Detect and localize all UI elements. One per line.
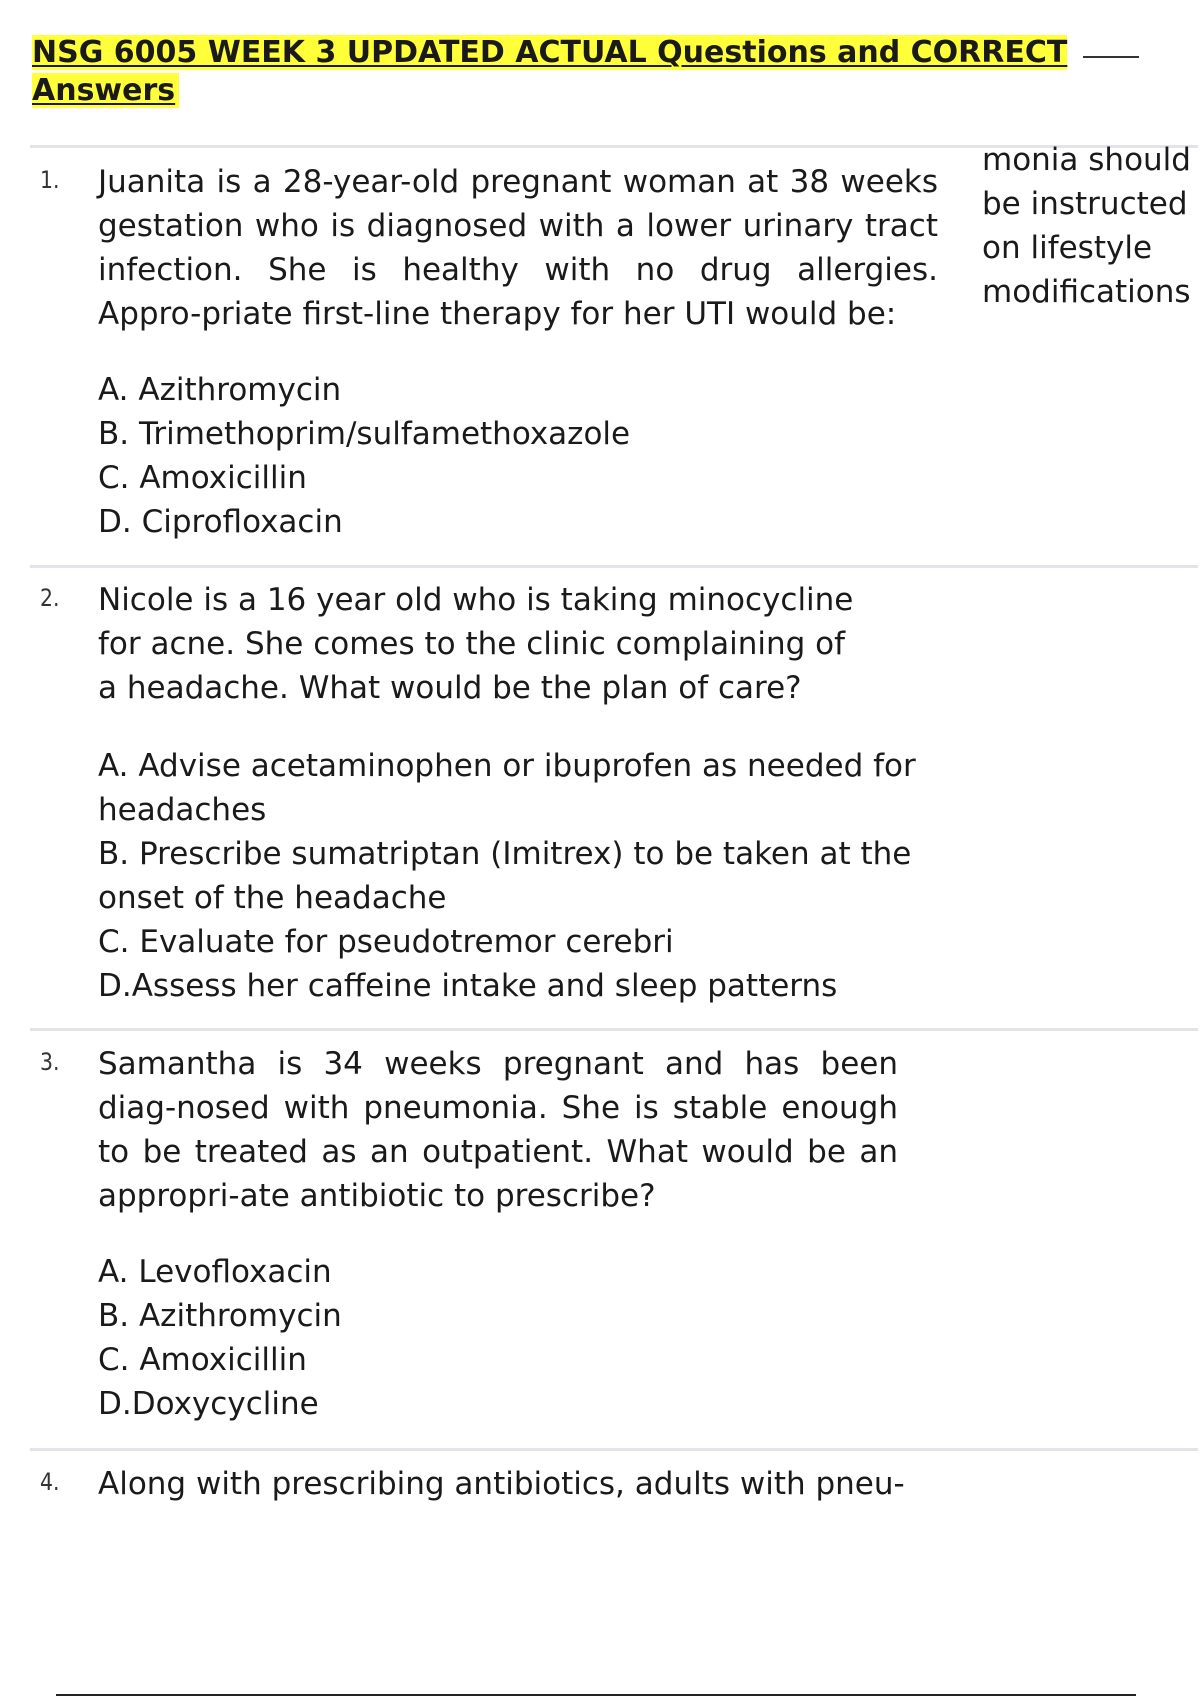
question-number: 2. [40,584,60,612]
question-number: 3. [40,1048,60,1076]
document-title [32,34,1132,110]
option-a: A. Levofloxacin [98,1254,332,1290]
question-text: Along with prescribing antibiotics, adults with pneu- [98,1466,905,1502]
question-text: Nicole is a 16 year old who is taking minocycline for acne. She comes to the clinic complaining of a headache. What would be the plan of care? [98,582,854,706]
answer-options [98,744,918,1008]
option-c: C. Amoxicillin [98,1342,307,1378]
side-column-continuation: monia should be instructed on lifestyle modifications [982,142,1191,310]
question-text: Juanita is a 28-year-old pregnant woman at 38 weeks gestation who is diagnosed with a lower urinary tract infection. She is healthy with no drug allergies. Appro-priate first-line therapy for her UTI would be: [98,164,938,332]
answer-options [98,368,918,544]
question-divider [30,1028,1198,1031]
question-text: Samantha is 34 weeks pregnant and has been diag-nosed with pneumonia. She is stable enough to be treated as an outpatient. What would be an appropri-ate antibiotic to prescribe? [98,1046,898,1214]
option-d: D.Assess her caffeine intake and sleep patterns [98,968,838,1004]
option-a: A. Advise acetaminophen or ibuprofen as needed for headaches [98,748,916,828]
document-title-text: NSG 6005 WEEK 3 UPDATED ACTUAL Questions and CORRECT Answers [32,35,1068,108]
option-c: C. Amoxicillin [98,460,307,496]
option-b: B. Prescribe sumatriptan (Imitrex) to be taken at the onset of the headache [98,836,912,916]
question-divider [30,565,1198,568]
option-d: D. Ciprofloxacin [98,504,343,540]
title-rule-divider [1083,56,1139,58]
question-number: 4. [40,1468,60,1496]
answer-options [98,1250,918,1426]
option-c: C. Evaluate for pseudotremor cerebri [98,924,674,960]
option-a: A. Azithromycin [98,372,342,408]
option-b: B. Azithromycin [98,1298,342,1334]
option-d: D.Doxycycline [98,1386,319,1422]
question-number: 1. [40,166,60,194]
footer-rule-divider [56,1694,1136,1696]
question-divider [30,1448,1198,1451]
option-b: B. Trimethoprim/sulfamethoxazole [98,416,631,452]
